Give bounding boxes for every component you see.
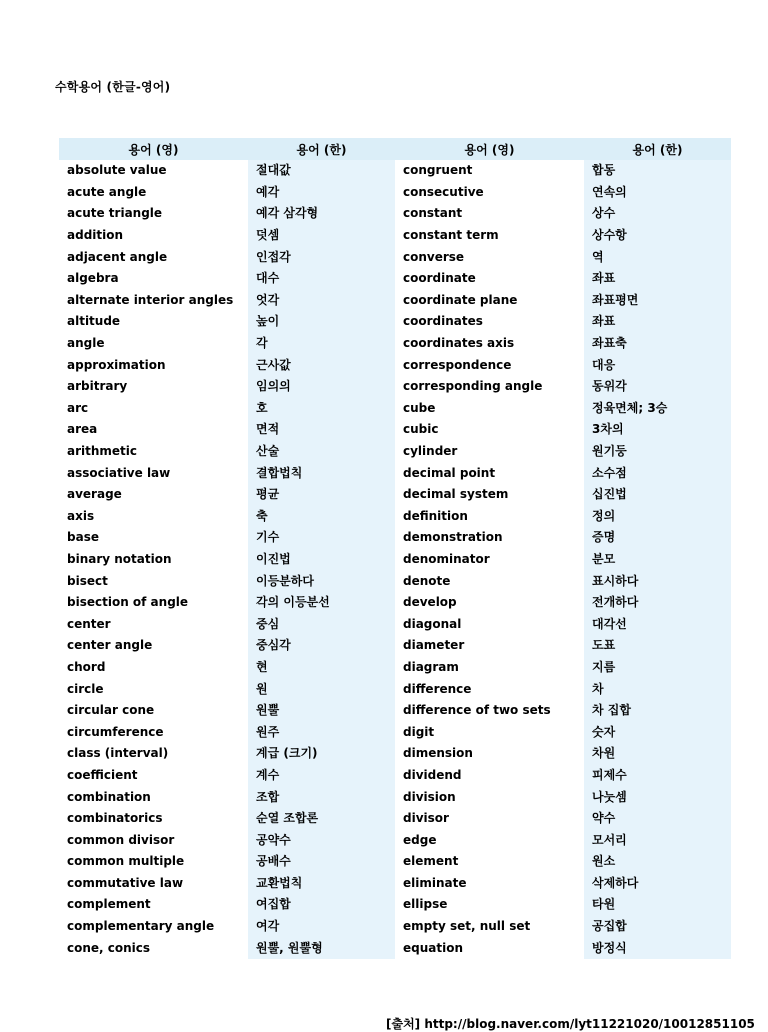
term-korean: 역 — [584, 246, 731, 268]
table-row — [59, 700, 731, 722]
term-english: correspondence — [395, 354, 584, 376]
term-english: coordinates — [395, 311, 584, 333]
term-english: element — [395, 851, 584, 873]
term-english: eliminate — [395, 873, 584, 895]
table-row — [59, 851, 731, 873]
term-korean: 표시하다 — [584, 570, 731, 592]
header-row — [59, 138, 731, 160]
term-korean: 상수 — [584, 203, 731, 225]
term-english: center angle — [59, 635, 248, 657]
term-english: difference of two sets — [395, 700, 584, 722]
term-korean: 근사값 — [248, 354, 395, 376]
term-english: empty set, null set — [395, 916, 584, 938]
term-korean: 결합법칙 — [248, 462, 395, 484]
term-english: cylinder — [395, 441, 584, 463]
table-row — [59, 765, 731, 787]
term-korean: 숫자 — [584, 721, 731, 743]
term-korean: 방정식 — [584, 937, 731, 959]
term-english: coordinate — [395, 268, 584, 290]
term-korean: 대각선 — [584, 613, 731, 635]
term-english: arbitrary — [59, 376, 248, 398]
table-row — [59, 182, 731, 204]
term-korean: 중심각 — [248, 635, 395, 657]
table-row — [59, 721, 731, 743]
term-korean: 예각 — [248, 182, 395, 204]
term-english: divisor — [395, 808, 584, 830]
term-english: cone, conics — [59, 937, 248, 959]
term-english: coordinate plane — [395, 290, 584, 312]
term-korean: 피제수 — [584, 765, 731, 787]
term-korean: 대수 — [248, 268, 395, 290]
term-english: cubic — [395, 419, 584, 441]
term-english: demonstration — [395, 527, 584, 549]
term-english: addition — [59, 225, 248, 247]
table-row — [59, 808, 731, 830]
glossary-body — [59, 160, 731, 959]
table-row — [59, 203, 731, 225]
term-english: dimension — [395, 743, 584, 765]
term-english: definition — [395, 506, 584, 528]
glossary-table — [59, 138, 731, 959]
term-korean: 교환법칙 — [248, 873, 395, 895]
term-english: bisection of angle — [59, 592, 248, 614]
term-english: center — [59, 613, 248, 635]
term-english: circle — [59, 678, 248, 700]
term-korean: 기수 — [248, 527, 395, 549]
term-korean: 도표 — [584, 635, 731, 657]
term-english: angle — [59, 333, 248, 355]
term-english: alternate interior angles — [59, 290, 248, 312]
term-english: base — [59, 527, 248, 549]
term-english: difference — [395, 678, 584, 700]
term-english: cube — [395, 398, 584, 420]
header-english-2: 용어 (영) — [395, 138, 584, 160]
term-korean: 대응 — [584, 354, 731, 376]
term-korean: 십진법 — [584, 484, 731, 506]
term-korean: 산술 — [248, 441, 395, 463]
term-english: develop — [395, 592, 584, 614]
term-english: bisect — [59, 570, 248, 592]
term-english: coefficient — [59, 765, 248, 787]
table-row — [59, 873, 731, 895]
table-row — [59, 311, 731, 333]
table-row — [59, 268, 731, 290]
term-korean: 예각 삼각형 — [248, 203, 395, 225]
term-english: diameter — [395, 635, 584, 657]
term-english: associative law — [59, 462, 248, 484]
term-korean: 정육면체; 3승 — [584, 398, 731, 420]
term-english: adjacent angle — [59, 246, 248, 268]
term-korean: 현 — [248, 657, 395, 679]
term-english: consecutive — [395, 182, 584, 204]
term-english: combination — [59, 786, 248, 808]
term-english: equation — [395, 937, 584, 959]
header-korean-2: 용어 (한) — [584, 138, 731, 160]
term-korean: 모서리 — [584, 829, 731, 851]
term-english: denote — [395, 570, 584, 592]
term-korean: 약수 — [584, 808, 731, 830]
table-row — [59, 743, 731, 765]
source-citation: [출처] http://blog.naver.com/lyt11221020/10012851105 — [386, 1017, 755, 1031]
term-english: class (interval) — [59, 743, 248, 765]
table-row — [59, 419, 731, 441]
term-korean: 계수 — [248, 765, 395, 787]
table-row — [59, 354, 731, 376]
term-english: acute triangle — [59, 203, 248, 225]
term-korean: 합동 — [584, 160, 731, 182]
term-korean: 나눗셈 — [584, 786, 731, 808]
term-korean: 연속의 — [584, 182, 731, 204]
term-korean: 상수항 — [584, 225, 731, 247]
table-row — [59, 441, 731, 463]
table-row — [59, 225, 731, 247]
term-korean: 조합 — [248, 786, 395, 808]
term-korean: 소수점 — [584, 462, 731, 484]
term-korean: 이진법 — [248, 549, 395, 571]
document-title: 수학용어 (한글-영어) — [55, 80, 171, 94]
term-korean: 호 — [248, 398, 395, 420]
table-row — [59, 398, 731, 420]
term-english: constant term — [395, 225, 584, 247]
term-korean: 엇각 — [248, 290, 395, 312]
term-english: decimal point — [395, 462, 584, 484]
term-english: axis — [59, 506, 248, 528]
term-english: chord — [59, 657, 248, 679]
term-english: arithmetic — [59, 441, 248, 463]
table-row — [59, 160, 731, 182]
table-row — [59, 894, 731, 916]
term-korean: 면적 — [248, 419, 395, 441]
term-english: complementary angle — [59, 916, 248, 938]
header-korean-1: 용어 (한) — [248, 138, 395, 160]
term-korean: 인접각 — [248, 246, 395, 268]
term-english: arc — [59, 398, 248, 420]
term-korean: 공배수 — [248, 851, 395, 873]
term-english: ellipse — [395, 894, 584, 916]
term-korean: 3차의 — [584, 419, 731, 441]
table-row — [59, 462, 731, 484]
term-english: circumference — [59, 721, 248, 743]
term-korean: 여각 — [248, 916, 395, 938]
term-english: diagonal — [395, 613, 584, 635]
term-korean: 계급 (크기) — [248, 743, 395, 765]
term-korean: 순열 조합론 — [248, 808, 395, 830]
term-korean: 원소 — [584, 851, 731, 873]
term-english: average — [59, 484, 248, 506]
term-english: absolute value — [59, 160, 248, 182]
term-english: altitude — [59, 311, 248, 333]
term-english: acute angle — [59, 182, 248, 204]
term-english: circular cone — [59, 700, 248, 722]
term-english: area — [59, 419, 248, 441]
term-korean: 타원 — [584, 894, 731, 916]
term-korean: 원 — [248, 678, 395, 700]
term-english: division — [395, 786, 584, 808]
term-korean: 원기둥 — [584, 441, 731, 463]
term-english: algebra — [59, 268, 248, 290]
term-korean: 차 집합 — [584, 700, 731, 722]
term-korean: 좌표 — [584, 268, 731, 290]
table-row — [59, 635, 731, 657]
term-korean: 원주 — [248, 721, 395, 743]
term-english: combinatorics — [59, 808, 248, 830]
term-english: common multiple — [59, 851, 248, 873]
term-korean: 원뿔 — [248, 700, 395, 722]
term-korean: 좌표평면 — [584, 290, 731, 312]
term-korean: 각의 이등분선 — [248, 592, 395, 614]
term-korean: 덧셈 — [248, 225, 395, 247]
table-row — [59, 484, 731, 506]
term-korean: 전개하다 — [584, 592, 731, 614]
table-row — [59, 290, 731, 312]
table-row — [59, 506, 731, 528]
term-english: decimal system — [395, 484, 584, 506]
term-english: digit — [395, 721, 584, 743]
term-korean: 임의의 — [248, 376, 395, 398]
term-english: corresponding angle — [395, 376, 584, 398]
term-korean: 증명 — [584, 527, 731, 549]
table-row — [59, 549, 731, 571]
term-korean: 공집합 — [584, 916, 731, 938]
term-english: edge — [395, 829, 584, 851]
table-row — [59, 657, 731, 679]
term-korean: 절대값 — [248, 160, 395, 182]
term-korean: 정의 — [584, 506, 731, 528]
glossary-header — [59, 138, 731, 160]
term-english: complement — [59, 894, 248, 916]
term-korean: 이등분하다 — [248, 570, 395, 592]
term-english: commutative law — [59, 873, 248, 895]
term-korean: 원뿔, 원뿔형 — [248, 937, 395, 959]
term-korean: 각 — [248, 333, 395, 355]
term-english: common divisor — [59, 829, 248, 851]
table-row — [59, 613, 731, 635]
table-row — [59, 829, 731, 851]
table-row — [59, 246, 731, 268]
term-english: coordinates axis — [395, 333, 584, 355]
term-english: diagram — [395, 657, 584, 679]
term-english: constant — [395, 203, 584, 225]
table-row — [59, 527, 731, 549]
table-row — [59, 678, 731, 700]
term-english: congruent — [395, 160, 584, 182]
term-korean: 지름 — [584, 657, 731, 679]
term-korean: 차 — [584, 678, 731, 700]
term-korean: 분모 — [584, 549, 731, 571]
term-korean: 평균 — [248, 484, 395, 506]
term-korean: 중심 — [248, 613, 395, 635]
table-row — [59, 592, 731, 614]
term-korean: 여집합 — [248, 894, 395, 916]
term-korean: 축 — [248, 506, 395, 528]
term-english: binary notation — [59, 549, 248, 571]
table-row — [59, 570, 731, 592]
table-row — [59, 333, 731, 355]
term-english: converse — [395, 246, 584, 268]
term-korean: 차원 — [584, 743, 731, 765]
table-row — [59, 916, 731, 938]
term-korean: 높이 — [248, 311, 395, 333]
header-english-1: 용어 (영) — [59, 138, 248, 160]
term-english: dividend — [395, 765, 584, 787]
term-english: denominator — [395, 549, 584, 571]
term-korean: 동위각 — [584, 376, 731, 398]
term-korean: 좌표축 — [584, 333, 731, 355]
table-row — [59, 376, 731, 398]
term-korean: 공약수 — [248, 829, 395, 851]
term-english: approximation — [59, 354, 248, 376]
table-row — [59, 937, 731, 959]
table-row — [59, 786, 731, 808]
term-korean: 좌표 — [584, 311, 731, 333]
term-korean: 삭제하다 — [584, 873, 731, 895]
